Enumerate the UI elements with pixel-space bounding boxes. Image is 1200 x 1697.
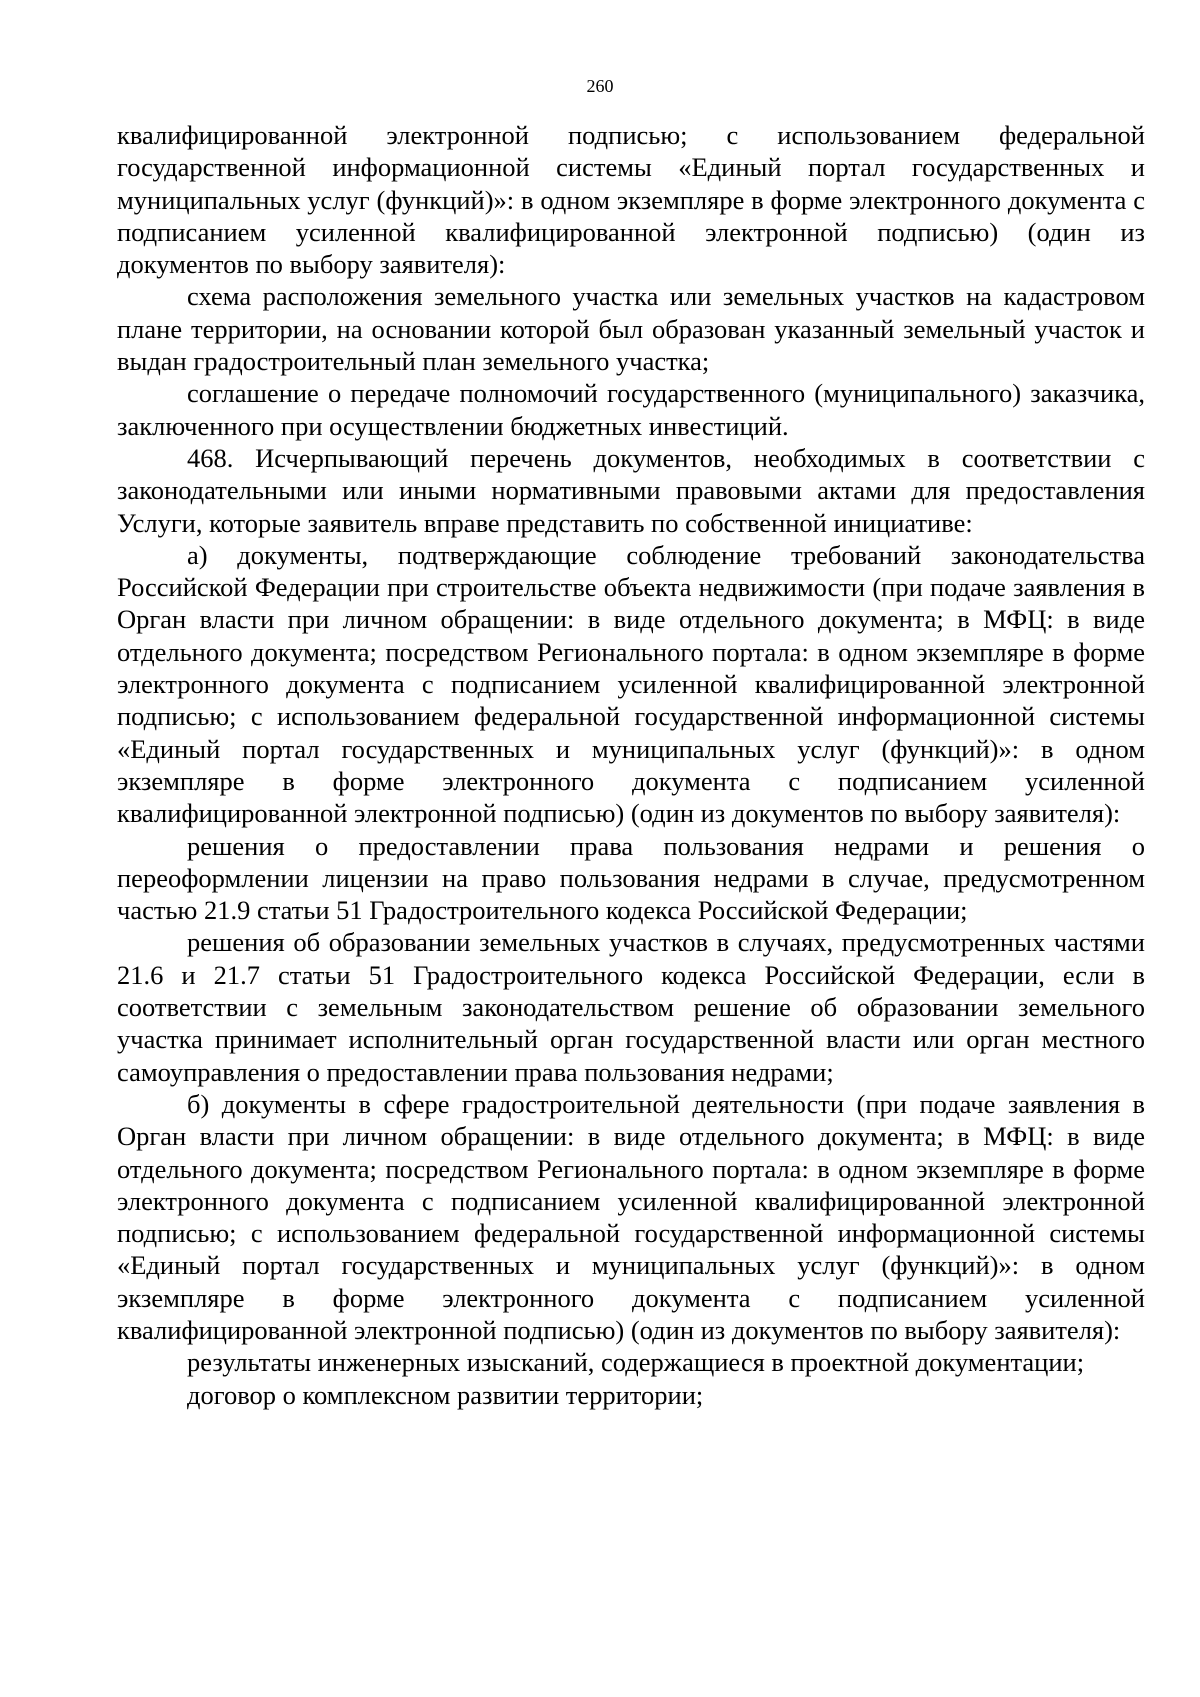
paragraph-engineering-survey-results: результаты инженерных изысканий, содержащиеся в проектной документации; xyxy=(187,1347,1085,1378)
paragraph-subsoil-use-decisions: решения о предоставлении права пользования недрами и решения о переоформлении лицензии на право пользования недрами в случае, предусмотренном частью 21.9 статьи 51 Градостроительного кодекса Российской Федерации; xyxy=(117,830,1145,926)
document-body xyxy=(117,119,1145,1411)
paragraph-468-documents-list: 468. Исчерпывающий перечень документов, необходимых в соответствии с законодательными или иными нормативными правовыми актами для предоставления Услуги, которые заявитель вправе представить по собственной инициативе: xyxy=(117,442,1145,538)
paragraph-authority-transfer-agreement: соглашение о передаче полномочий государственного (муниципального) заказчика, заключенного при осуществлении бюджетных инвестиций. xyxy=(117,378,1145,441)
paragraph-land-plot-formation-decisions: решения об образовании земельных участков в случаях, предусмотренных частями 21.6 и 21.7 статьи 51 Градостроительного кодекса Российской Федерации, если в соответствии с земельным законодательством решение об образовании земельного участка принимает исполнительный орган государственной власти или орган местного самоуправления о предоставлении права пользования недрами; xyxy=(117,927,1145,1087)
page-number: 260 xyxy=(586,76,614,96)
paragraph-item-a: а) документы, подтверждающие соблюдение требований законодательства Российской Федерации при строительстве объекта недвижимости (при подаче заявления в Орган власти при личном обращении: в виде отдельного документа; в МФЦ: в виде отдельного документа; посредством Регионального портала: в одном экземпляре в форме электронного документа с подписанием усиленной квалифицированной электронной подписью; с использованием федеральной государственной информационной системы «Единый портал государственных и муниципальных услуг (функций)»: в одном экземпляре в форме электронного документа с подписанием усиленной квалифицированной электронной подписью) (один из документов по выбору заявителя): xyxy=(117,539,1145,829)
paragraph-land-plot-scheme: схема расположения земельного участка или земельных участков на кадастровом плане территории, на основании которой был образован указанный земельный участок и выдан градостроительный план земельного участка; xyxy=(117,281,1145,377)
paragraph-continuation: квалифицированной электронной подписью; с использованием федеральной государственной информационной системы «Единый портал государственных и муниципальных услуг (функций)»: в одном экземпляре в форме электронного документа с подписанием усиленной квалифицированной электронной подписью) (один из документов по выбору заявителя): xyxy=(117,120,1145,280)
paragraph-item-b: б) документы в сфере градостроительной деятельности (при подаче заявления в Орган власти при личном обращении: в виде отдельного документа; в МФЦ: в виде отдельного документа; посредством Регионального портала: в одном экземпляре в форме электронного документа с подписанием усиленной квалифицированной электронной подписью; с использованием федеральной государственной информационной системы «Единый портал государственных и муниципальных услуг (функций)»: в одном экземпляре в форме электронного документа с подписанием усиленной квалифицированной электронной подписью) (один из документов по выбору заявителя): xyxy=(117,1088,1145,1345)
paragraph-territory-development-agreement: договор о комплексном развитии территории; xyxy=(187,1379,704,1410)
